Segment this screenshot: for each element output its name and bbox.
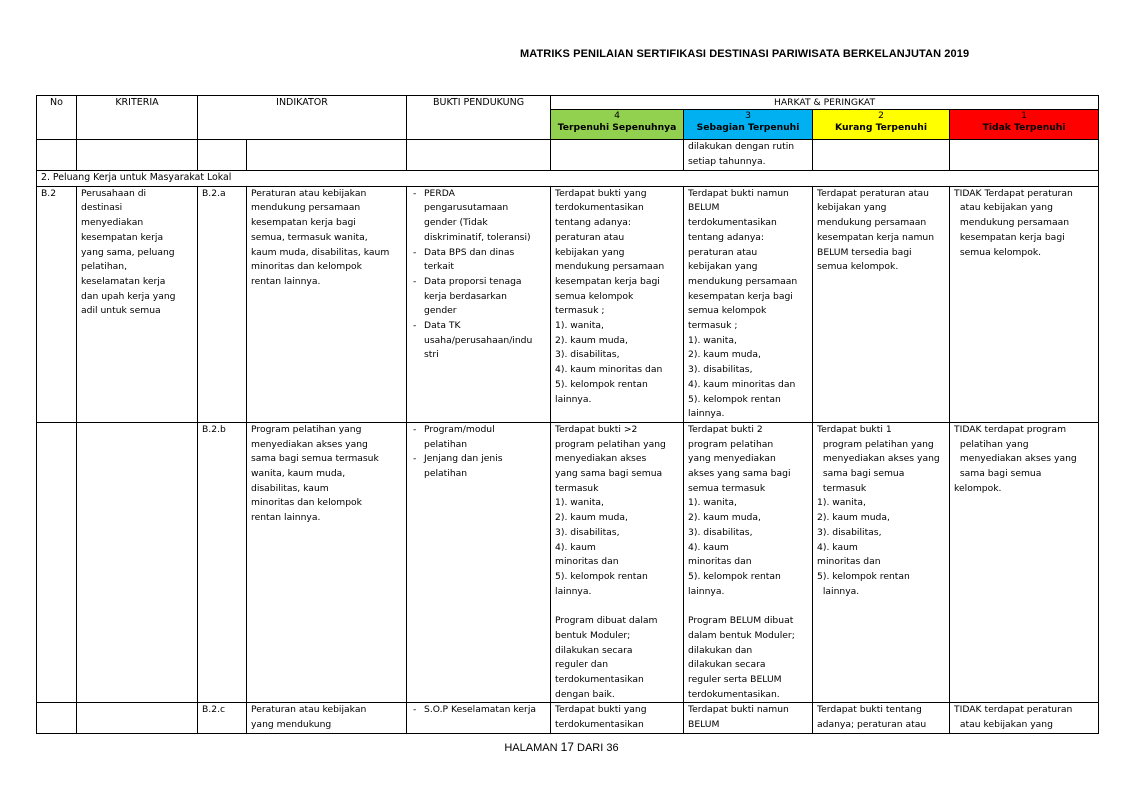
text-line: menyediakan akses yang xyxy=(954,453,1077,465)
text-line: semua kelompok. xyxy=(954,246,1042,258)
header-bukti-pendukung: BUKTI PENDUKUNG xyxy=(407,96,551,140)
bukti-item-text xyxy=(424,187,546,246)
text-line: - Program/modul xyxy=(424,423,495,435)
text-line: wanita, kaum muda, xyxy=(251,468,346,480)
text-line: mendukung persamaan xyxy=(251,202,361,214)
level-label: Tidak Terpenuhi xyxy=(982,122,1066,133)
empty-cell xyxy=(813,140,950,171)
text-line: Terdapat bukti >2 xyxy=(555,423,638,435)
page-title: MATRIKS PENILAIAN SERTIFIKASI DESTINASI PARIWISATA BERKELANJUTAN 2019 xyxy=(520,48,970,60)
text-line: gender (Tidak xyxy=(424,217,488,229)
text-line: minoritas dan kelompok xyxy=(251,497,362,509)
text-line: kebijakan yang xyxy=(555,246,625,258)
header-indikator: INDIKATOR xyxy=(198,96,407,140)
cell-bukti-pendukung xyxy=(407,422,551,702)
text-line: minoritas dan xyxy=(817,556,881,568)
text-line: rentan lainnya. xyxy=(251,512,321,524)
text-line: lainnya. xyxy=(688,585,725,597)
continuation-row xyxy=(37,140,1099,171)
bukti-list xyxy=(411,703,546,718)
text-line: terkait xyxy=(424,261,454,273)
empty-cell xyxy=(37,140,77,171)
empty-cell xyxy=(77,140,198,171)
cell-level-3 xyxy=(684,422,813,702)
text-line: 4). kaum xyxy=(817,541,858,553)
header-level-1 xyxy=(950,110,1099,140)
text-line: TIDAK terdapat peraturan xyxy=(954,704,1073,716)
text-line: pelatihan xyxy=(424,438,468,450)
cell-no: B.2 xyxy=(37,186,77,422)
text-line: kaum muda, disabilitas, kaum xyxy=(251,246,390,258)
text-line: lainnya. xyxy=(555,393,592,405)
text-line: stri xyxy=(424,349,439,361)
text-line: destinasi xyxy=(81,202,123,214)
section-row xyxy=(37,171,1099,187)
text-line: terdokumentasikan. xyxy=(688,688,780,700)
text-line: dan upah kerja yang xyxy=(81,290,176,302)
text-line: TIDAK Terdapat peraturan xyxy=(954,187,1073,199)
text-line: lainnya. xyxy=(555,585,592,597)
text-line: reguler dan xyxy=(555,659,609,671)
text-line: pelatihan, xyxy=(81,261,128,273)
cell-level-3 xyxy=(684,140,813,171)
text-line: mendukung persamaan xyxy=(555,261,665,273)
text-line: BELUM xyxy=(688,719,720,731)
cell-kriteria-text xyxy=(81,187,193,319)
text-line: terdokumentasikan xyxy=(555,673,644,685)
text-line: Terdapat peraturan atau xyxy=(817,187,929,199)
cell-level-1 xyxy=(950,703,1099,733)
text-line: tentang adanya: xyxy=(688,231,764,243)
text-line: 2). kaum muda, xyxy=(688,349,761,361)
text-line: - Jenjang dan jenis xyxy=(424,453,503,465)
text-line: termasuk ; xyxy=(555,305,605,317)
cell-level-2 xyxy=(813,703,950,733)
header-level-2 xyxy=(813,110,950,140)
cell-level-2 xyxy=(813,186,950,422)
text-line: 4). kaum minoritas dan xyxy=(555,364,663,376)
text-line: pelatihan yang xyxy=(954,438,1029,450)
bukti-item xyxy=(411,275,546,319)
level-number: 1 xyxy=(1021,110,1027,121)
cell-level-2-text xyxy=(817,703,945,732)
bukti-item xyxy=(411,703,546,718)
empty-cell xyxy=(247,140,407,171)
text-line: 5). kelompok rentan xyxy=(688,393,781,405)
level-label: Terpenuhi Sepenuhnya xyxy=(557,122,677,133)
cell-indikator xyxy=(247,422,407,702)
text-line: minoritas dan xyxy=(688,556,752,568)
cell-level-3-text xyxy=(688,140,808,169)
text-line: Program dibuat dalam xyxy=(555,615,658,627)
cell-level-1 xyxy=(950,186,1099,422)
cell-level-4 xyxy=(551,422,684,702)
text-line: program pelatihan yang xyxy=(817,438,934,450)
text-line: dalam bentuk Moduler; xyxy=(688,629,795,641)
section-title: 2. Peluang Kerja untuk Masyarakat Lokal xyxy=(37,171,1099,187)
text-line: terdokumentasikan xyxy=(555,202,644,214)
table-row xyxy=(37,186,1099,422)
footer-mid: DARI xyxy=(577,742,604,754)
header-level-4 xyxy=(551,110,684,140)
text-line: Terdapat bukti 2 xyxy=(688,423,763,435)
footer-page-number: 17 xyxy=(560,740,574,754)
cell-level-3 xyxy=(684,186,813,422)
cell-level-3-text xyxy=(688,423,808,702)
text-line: semua, termasuk wanita, xyxy=(251,231,368,243)
text-line: kebijakan yang xyxy=(688,261,758,273)
cell-kriteria xyxy=(77,186,198,422)
cell-indikator-text xyxy=(251,187,402,290)
text-line: Terdapat bukti tentang xyxy=(817,704,922,716)
empty-cell xyxy=(551,140,684,171)
text-line: lainnya. xyxy=(817,585,860,597)
text-line: - Data proporsi tenaga xyxy=(424,275,522,287)
text-line: tentang adanya: xyxy=(555,217,631,229)
bukti-item xyxy=(411,319,546,363)
text-line: Program pelatihan yang xyxy=(251,423,362,435)
text-line: dilakukan secara xyxy=(555,644,633,656)
text-line: Terdapat bukti yang xyxy=(555,704,647,716)
text-line: semua kelompok xyxy=(555,290,634,302)
text-line: terdokumentasikan xyxy=(688,217,777,229)
cell-indikator xyxy=(247,186,407,422)
cell-level-1-text xyxy=(954,187,1094,261)
text-line: 1). wanita, xyxy=(817,497,866,509)
cell-indikator xyxy=(247,703,407,733)
text-line: kelompok. xyxy=(954,482,1002,494)
header-no: No xyxy=(37,96,77,140)
cell-indikator-text xyxy=(251,423,402,526)
text-line: 4). kaum xyxy=(688,541,729,553)
text-line: 1). wanita, xyxy=(688,497,737,509)
text-line: 4). kaum xyxy=(555,541,596,553)
text-line: BELUM xyxy=(688,202,720,214)
text-line: bentuk Moduler; xyxy=(555,629,631,641)
text-line: akses yang sama bagi xyxy=(688,468,791,480)
text-line: kesempatan kerja bagi xyxy=(251,217,356,229)
text-line: pelatihan xyxy=(424,468,468,480)
text-line: Terdapat bukti yang xyxy=(555,187,647,199)
text-line: BELUM tersedia bagi xyxy=(817,246,912,258)
text-line: semua termasuk xyxy=(688,482,766,494)
footer-prefix: HALAMAN xyxy=(504,742,558,754)
text-line xyxy=(555,599,679,614)
text-line: 5). kelompok rentan xyxy=(688,570,781,582)
text-line: kerja berdasarkan xyxy=(424,290,507,302)
text-line: usaha/perusahaan/indu xyxy=(424,334,533,346)
bukti-item-text xyxy=(424,423,546,452)
text-line: minoritas dan kelompok xyxy=(251,261,362,273)
text-line: 1). wanita, xyxy=(555,320,604,332)
text-line: 5). kelompok rentan xyxy=(817,570,910,582)
text-line: menyediakan xyxy=(81,217,144,229)
level-number: 3 xyxy=(745,110,751,121)
header-level-3 xyxy=(684,110,813,140)
text-line: Terdapat bukti namun xyxy=(688,187,789,199)
bukti-list xyxy=(411,187,546,363)
text-line: mendukung persamaan xyxy=(817,217,927,229)
text-line: gender xyxy=(424,305,457,317)
text-line: yang mendukung xyxy=(251,719,332,731)
cell-level-2 xyxy=(813,422,950,702)
text-line: 5). kelompok rentan xyxy=(555,378,648,390)
bukti-list xyxy=(411,423,546,482)
cell-level-1 xyxy=(950,422,1099,702)
text-line: Peraturan atau kebijakan xyxy=(251,704,367,716)
text-line: dilakukan dengan rutin xyxy=(688,141,795,152)
text-line: Program BELUM dibuat xyxy=(688,615,794,627)
empty-cell xyxy=(407,140,551,171)
level-number: 2 xyxy=(878,110,884,121)
text-line: 3). disabilitas, xyxy=(555,526,620,538)
empty-cell xyxy=(198,140,247,171)
text-line: program pelatihan yang xyxy=(555,438,666,450)
text-line: Terdapat bukti namun xyxy=(688,704,789,716)
cell-bukti-pendukung xyxy=(407,703,551,733)
text-line: kesempatan kerja xyxy=(81,231,164,243)
text-line: kesempatan kerja namun xyxy=(817,231,935,243)
text-line xyxy=(688,599,808,614)
text-line: program pelatihan xyxy=(688,438,774,450)
text-line: 1). wanita, xyxy=(688,334,737,346)
cell-level-4 xyxy=(551,186,684,422)
text-line: setiap tahunnya. xyxy=(688,155,766,167)
bukti-item-text xyxy=(424,246,546,275)
cell-no xyxy=(37,703,77,733)
text-line: disabilitas, kaum xyxy=(251,482,329,494)
text-line: kesempatan kerja bagi xyxy=(688,290,793,302)
text-line: 3). disabilitas, xyxy=(688,526,753,538)
text-line: - Data TK xyxy=(424,320,461,332)
text-line: sama bagi semua xyxy=(954,468,1042,480)
text-line: 4). kaum minoritas dan xyxy=(688,378,796,390)
text-line: menyediakan akses yang xyxy=(251,438,368,450)
text-line: semua kelompok xyxy=(688,305,767,317)
text-line: atau kebijakan yang xyxy=(954,202,1053,214)
header-kriteria: KRITERIA xyxy=(77,96,198,140)
text-line: 2). kaum muda, xyxy=(688,512,761,524)
bukti-item xyxy=(411,246,546,275)
table-row xyxy=(37,703,1099,733)
text-line: minoritas dan xyxy=(555,556,619,568)
text-line: peraturan atau xyxy=(688,246,758,258)
text-line: reguler serta BELUM xyxy=(688,673,782,685)
text-line: adil untuk semua xyxy=(81,305,161,317)
text-line: termasuk xyxy=(817,482,867,494)
bukti-item xyxy=(411,452,546,481)
text-line: menyediakan akses xyxy=(555,453,647,465)
empty-cell xyxy=(950,140,1099,171)
cell-level-2-text xyxy=(817,187,945,275)
cell-level-3-text xyxy=(688,187,808,422)
text-line: Terdapat bukti 1 xyxy=(817,423,892,435)
cell-indikator-text xyxy=(251,703,402,732)
cell-level-4-text xyxy=(555,423,679,702)
text-line: yang menyediakan xyxy=(688,453,776,465)
text-line: peraturan atau xyxy=(555,231,625,243)
text-line: 1). wanita, xyxy=(555,497,604,509)
cell-level-4-text xyxy=(555,187,679,408)
bukti-item-text xyxy=(424,452,546,481)
table-row xyxy=(37,422,1099,702)
text-line: yang sama, peluang xyxy=(81,246,175,258)
text-line: lainnya. xyxy=(688,408,725,420)
level-label: Kurang Terpenuhi xyxy=(835,122,927,133)
level-number: 4 xyxy=(614,110,620,121)
text-line: kesempatan kerja bagi xyxy=(555,275,660,287)
cell-indicator-code: B.2.b xyxy=(198,422,247,702)
header-harkat-peringkat: HARKAT & PERINGKAT xyxy=(551,96,1099,110)
text-line: dilakukan dan xyxy=(688,644,753,656)
bukti-item-text xyxy=(424,319,546,363)
text-line: - PERDA xyxy=(424,187,455,199)
cell-no xyxy=(37,422,77,702)
text-line: Perusahaan di xyxy=(81,187,147,199)
text-line: - S.O.P Keselamatan kerja xyxy=(424,704,537,716)
text-line: dilakukan secara xyxy=(688,659,766,671)
assessment-matrix-table xyxy=(36,95,1099,734)
text-line: termasuk xyxy=(555,482,599,494)
cell-indicator-code: B.2.a xyxy=(198,186,247,422)
cell-level-3 xyxy=(684,703,813,733)
text-line: 3). disabilitas, xyxy=(555,349,620,361)
text-line: Peraturan atau kebijakan xyxy=(251,187,367,199)
text-line: diskriminatif, toleransi) xyxy=(424,231,531,243)
page-footer xyxy=(0,740,1123,754)
footer-total-pages: 36 xyxy=(606,742,619,754)
cell-kriteria xyxy=(77,703,198,733)
text-line: menyediakan akses yang xyxy=(817,453,940,465)
cell-level-3-text xyxy=(688,703,808,732)
text-line: semua kelompok. xyxy=(817,261,899,273)
text-line: 2). kaum muda, xyxy=(555,334,628,346)
text-line: 3). disabilitas, xyxy=(688,364,753,376)
text-line: kesempatan kerja bagi xyxy=(954,231,1065,243)
cell-indicator-code: B.2.c xyxy=(198,703,247,733)
bukti-item xyxy=(411,187,546,246)
text-line: adanya; peraturan atau xyxy=(817,719,927,731)
text-line: termasuk ; xyxy=(688,320,738,332)
text-line: keselamatan kerja xyxy=(81,275,166,287)
text-line: rentan lainnya. xyxy=(251,275,321,287)
text-line: 2). kaum muda, xyxy=(817,512,890,524)
text-line: 2). kaum muda, xyxy=(555,512,628,524)
text-line: TIDAK terdapat program xyxy=(954,423,1067,435)
text-line: mendukung persamaan xyxy=(688,275,798,287)
cell-level-4 xyxy=(551,703,684,733)
text-line: kebijakan yang xyxy=(817,202,887,214)
text-line: pengarusutamaan xyxy=(424,202,509,214)
bukti-item xyxy=(411,423,546,452)
text-line: atau kebijakan yang xyxy=(954,719,1053,731)
text-line: sama bagi semua xyxy=(817,468,905,480)
text-line: mendukung persamaan xyxy=(954,217,1070,229)
cell-bukti-pendukung xyxy=(407,186,551,422)
text-line: terdokumentasikan xyxy=(555,719,644,731)
text-line: 5). kelompok rentan xyxy=(555,570,648,582)
text-line: sama bagi semua termasuk xyxy=(251,453,379,465)
cell-level-1-text xyxy=(954,703,1094,732)
bukti-item-text xyxy=(424,703,546,718)
level-label: Sebagian Terpenuhi xyxy=(696,122,800,133)
text-line: yang sama bagi semua xyxy=(555,468,663,480)
text-line: - Data BPS dan dinas xyxy=(424,246,515,258)
cell-level-2-text xyxy=(817,423,945,599)
cell-level-1-text xyxy=(954,423,1094,497)
text-line: 3). disabilitas, xyxy=(817,526,882,538)
bukti-item-text xyxy=(424,275,546,319)
text-line: dengan baik. xyxy=(555,688,615,700)
cell-kriteria xyxy=(77,422,198,702)
cell-level-4-text xyxy=(555,703,679,732)
